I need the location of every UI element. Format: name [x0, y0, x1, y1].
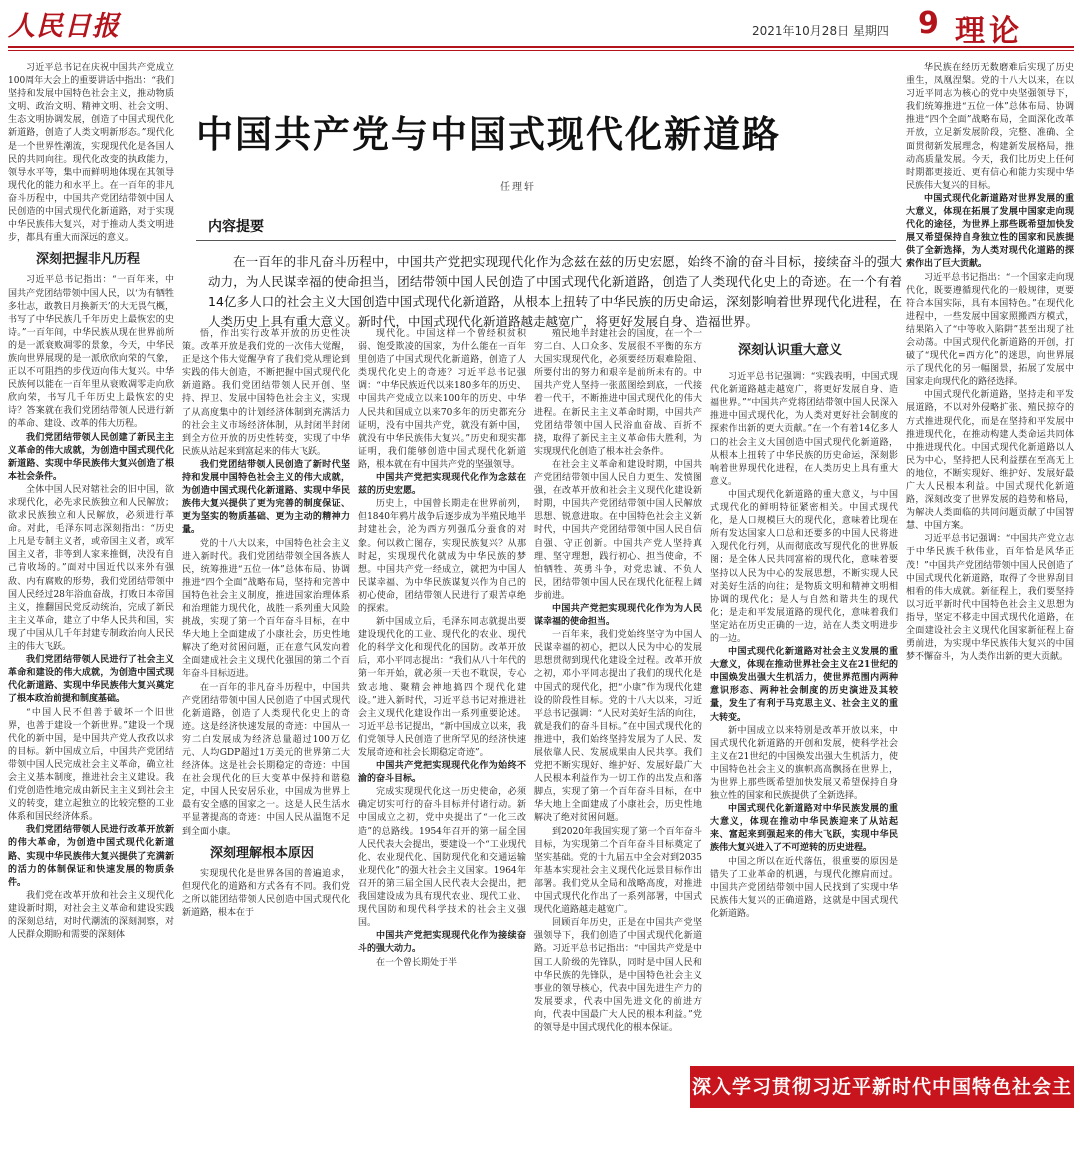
paragraph: 完成实现现代化这一历史使命，必须确定切实可行的奋斗目标并付诸行动。新中国成立之初，党中央提出了“一化三改造”的总路线。1954年召开的第一届全国人民代表大会提出，要建设一个“工业现代化、农业现代化、国防现代化和交通运输业现代化”的强大社会主义国家。1964年召开的第三届全国人民代表大会提出，把我国建设成为具有现代农业、现代工业、现代国防和现代科学技术的社会主义强国。: [358, 787, 526, 929]
masthead-rule: [8, 46, 1074, 48]
paragraph: 中国之所以在近代落伍，很重要的原因是错失了工业革命的机遇，与现代化擦肩而过。中国共产党团结带领中国人民找到了实现中华民族伟大复兴的正确道路，这就是中国式现代化新道路。: [710, 856, 898, 919]
paragraph: 习近平总书记指出：“一个国家走向现代化，既要遵循现代化的一般规律，更要符合本国实际，具有本国特色。”在现代化进程中，一些发展中国家照搬西方模式，结果陷入了“中等收入陷阱”甚至出现了社会动荡。中国式现代化新道路的开创，打破了“现代化=西方化”的迷思，向世界展示了现代化的另一幅图景，拓展了发展中国家走向现代化的路径选择。: [906, 272, 1074, 388]
paragraph: 实现现代化是世界各国的普遍追求，但现代化的道路和方式各有不同。我们党之所以能团结带领人民创造中国式现代化新道路，根本在于: [182, 868, 350, 919]
article-column-1: [8, 62, 174, 1122]
section-heading: 深刻把握非凡历程: [36, 252, 141, 268]
paragraph: 在一百年的非凡奋斗历程中，中国共产党团结带领中国人民创造了中国式现代化新道路，创造了人类现代化史上的奇迹。这是经济快速发展的奇迹：中国从一穷二白发展成为经济总量超过100万亿元、人均GDP超过1万美元的世界第二大经济体。这是社会长期稳定的奇迹：中国在社会现代化的巨大变革中保持和谐稳定，中国人民安居乐业，中国成为世界上最有安全感的国家之一。这是人民生活水平显著提高的奇迹：中国人民从温饱不足到全面小康。: [182, 682, 350, 837]
paragraph: 习近平总书记强调：“中国共产党立志于中华民族千秋伟业，百年恰是风华正茂！”中国共产党团结带领中国人民创造了中国式现代化新道路，取得了令世界刮目相看的伟大成就。新征程上，我们要坚持以习近平新时代中国特色社会主义思想为指导，坚定不移走中国式现代化道路，在全面建设社会主义现代化国家新征程上奋勇前进，为实现中华民族伟大复兴的中国梦不懈奋斗，为人类作出新的更大贡献。: [906, 534, 1074, 663]
paragraph-bold: 中国式现代化新道路对中华民族发展的重大意义，体现在推动中华民族迎来了从站起来、富起来到强起来的伟大飞跃，实现中华民族伟大复兴进入了不可逆转的历史进程。: [710, 804, 898, 854]
article-column-6: [906, 62, 1074, 1058]
paragraph: 习近平总书记强调：“实践表明，中国式现代化新道路越走越宽广，将更好发展自身、造福世界。”“中国共产党将团结带领中国人民深入推进中国式现代化，为人类对更好社会制度的探索作出新的更大贡献。”在一个有着14亿多人口的社会主义大国创造中国式现代化新道路，从根本上扭转了中华民族的历史命运，深刻影响着世界现代化进程，在人类历史上具有重大意义。: [710, 372, 898, 487]
article-title: 中国共产党与中国式现代化新道路: [196, 113, 781, 156]
paragraph: 习近平总书记指出：“一百年来，中国共产党团结带领中国人民，以‘为有牺牲多壮志，敢教日月换新天’的大无畏气概，书写了中华民族几千年历史上最恢宏的史诗。”一百年间，中华民族从现在世界前所的是一派衰败凋零的景象，今天，中华民族向世界展现的是一派欣欣向荣的气象，正以不可阻挡的步伐迈向伟大复兴。中华民族何以能在一百年里从衰败凋零走向欣欣向荣，书写几千年历史上最恢宏的史诗？答案就在我们党团结带领人民进行新的革命、建设、改革的伟大历程。: [8, 275, 174, 430]
page-number: 9: [918, 6, 939, 41]
paragraph: 悟，作出实行改革开放的历史性决策。改革开放是我们党的一次伟大觉醒，正是这个伟大觉醒孕育了我们党从理论到实践的伟大创造，不断把握中国式现代化新道路。我们党团结带领人民开创、坚持、捍卫、发展中国特色社会主义，实现了从高度集中的计划经济体制到充满活力的社会主义市场经济体制，从封闭半封闭到全方位开放的历史性转变，实现了中华民族从站起来到富起来的伟大飞跃。: [182, 329, 350, 457]
paragraph-bold: 中国共产党把实现现代化作为始终不渝的奋斗目标。: [358, 761, 526, 785]
paragraph: 党的十八大以来，中国特色社会主义进入新时代。我们党团结带领全国各族人民，统筹推进“五位一体”总体布局、协调推进“四个全面”战略布局，坚持和完善中国特色社会主义制度，推进国家治理体系和治理能力现代化，战胜一系列重大风险挑战，实现了第一个百年奋斗目标，在中华大地上全面建成了小康社会，历史性地解决了绝对贫困问题，正在意气风发向着全面建成社会主义现代化强国的第二个百年奋斗目标迈进。: [182, 538, 350, 680]
abstract-rule: [196, 240, 896, 241]
paragraph-bold: 中国共产党把实现现代化作为念兹在兹的历史宏愿。: [358, 473, 526, 497]
column-banner: 深入学习贯彻习近平新时代中国特色社会主义思想: [690, 1066, 1074, 1108]
section-name: 理论: [955, 14, 1023, 49]
paragraph: 华民族在经历无数磨难后实现了历史重生，凤凰涅槃。党的十八大以来，在以习近平同志为核心的党中央坚强领导下，我们统筹推进“五位一体”总体布局、协调推进“四个全面”战略布局，全面深化改革开放，立足新发展阶段，完整、准确、全面贯彻新发展理念，构建新发展格局，推动高质量发展。今天，我们比历史上任何时期都更接近、更有信心和能力实现中华民族伟大复兴的目标。: [906, 63, 1074, 191]
paragraph: 我们党在改革开放和社会主义现代化建设新时期，对社会主义革命和建设实践的深刻总结，对时代潮流的深刻洞察，对人民群众期盼和需要的深刻体: [8, 890, 174, 941]
article-column-2: [182, 328, 350, 1122]
paragraph: 现代化。中国这样一个曾经积贫积弱、饱受欺凌的国家，为什么能在一百年里创造了中国式现代化新道路，创造了人类现代化史上的奇迹？习近平总书记强调：“中华民族近代以来180多年的历史、中国共产党成立以来100年的历史、中华人民共和国成立以来70多年的历史都充分证明，没有中国共产党，就没有新中国，就没有中华民族伟大复兴。”历史和现实都证明，我们能够创造中国式现代化新道路，根本就在有中国共产党的坚强领导。: [358, 329, 526, 470]
paragraph: 一百年来，我们党始终坚守为中国人民谋幸福的初心，把以人民为中心的发展思想贯彻到现代化建设全过程。改革开放之初，邓小平同志提出了我们的现代化是中国式的现代化，把“小康”作为现代化建设的阶段性目标。党的十八大以来，习近平总书记强调：“人民对美好生活的向往，就是我们的奋斗目标。”在中国式现代化的推进中，我们始终坚持发展为了人民、发展依靠人民、发展成果由人民共享。我们党把不断实现好、维护好、发展好最广大人民根本利益作为一切工作的出发点和落脚点，实现了第一个百年奋斗目标，在中华大地上全面建成了小康社会，历史性地解决了绝对贫困问题。: [534, 630, 702, 824]
article-column-3: [358, 328, 526, 1122]
paragraph: 在一个曾长期处于半: [376, 957, 458, 968]
paragraph: 全体中国人民对辖社会的旧中国，欲求现代化，必先求民族独立和人民解放；欲求民族独立和人民解放，必须进行革命。对此，毛泽东同志深刻指出：“历史上凡是专制主义者，或帝国主义者，或军国主义者，非等到人家来推倒，决没有自己肯收场的。”面对中国近代以来外有强敌、内有腐败的形势，我们党团结带领中国人民经过28年浴血奋战，打败日本帝国主义，推翻国民党反动统治，完成了新民主主义革命，建立了中华人民共和国，实现了中国从几千年封建专制政治向人民民主的伟大飞跃。: [8, 484, 174, 653]
paragraph: 回顾百年历史，正是在中国共产党坚强领导下，我们创造了中国式现代化新道路。习近平总书记指出：“中国共产党是中国工人阶级的先锋队，同时是中国人民和中华民族的先锋队，是中国特色社会主义事业的领导核心，代表中国先进生产力的发展要求，代表中国先进文化的前进方向，代表中国最广大人民的根本利益。”党的领导是中国式现代化的根本保证。: [534, 918, 702, 1033]
paragraph-bold: 我们党团结带领人民创建了新民主主义革命的伟大成就，为创造中国式现代化新道路、实现中华民族伟大复兴创造了根本社会条件。: [8, 432, 174, 482]
paragraph: 历史上，中国曾长期走在世界前列，但1840年鸦片战争后逐步成为半殖民地半封建社会，沦为西方列强瓜分蚕食的对象。何以救亡图存，实现民族复兴？从那时起，实现现代化就成为中华民族的梦想。中国共产党一经成立，就把为中国人民谋幸福、为中华民族谋复兴作为自己的初心使命，团结带领人民进行了艰苦卓绝的探索。: [358, 499, 526, 614]
paragraph: 到2020年我国实现了第一个百年奋斗目标，为实现第二个百年奋斗目标奠定了坚实基础。党的十九届五中全会对到2035年基本实现社会主义现代化远景目标作出部署。我们党从全局和战略高度，对推进中国式现代化作出了一系列部署，中国式现代化道路越走越宽广。: [534, 826, 702, 916]
paragraph: “中国人民不但善于破坏一个旧世界，也善于建设一个新世界。”建设一个现代化的新中国，是中国共产党人孜孜以求的目标。新中国成立后，中国共产党团结带领中国人民完成社会主义革命，确立社会主义基本制度，推进社会主义建设。我们党创造性地完成由新民主主义到社会主义的转变，建立起独立的比较完整的工业体系和国民经济体系。: [8, 707, 174, 823]
article-column-4: [534, 328, 702, 1122]
paragraph-bold: 中国共产党把实现现代化作为接续奋斗的强大动力。: [358, 931, 526, 955]
paragraph: 新中国成立后，毛泽东同志就提出要建设现代化的工业、现代化的农业、现代化的科学文化和现代化的国防。改革开放后，邓小平同志提出：“我们从八十年代的第一年开始，就必须一天也不耽误，专心致志地、聚精会神地搞四个现代化建设。”进入新时代，习近平总书记对推进社会主义现代化建设作出一系列重要论述。习近平总书记提出，“新中国成立以来，我们党领导人民创造了世所罕见的经济快速发展奇迹和社会长期稳定奇迹”。: [358, 617, 526, 758]
masthead: [0, 0, 1080, 49]
paragraph: 殖民地半封建社会的国度，在一个一穷二白、人口众多、发展很不平衡的东方大国实现现代化，必须要经历艰难险阻、所要付出的努力和艰辛是前所未有的。中国共产党人坚持一张蓝图绘到底，一代接着一代干，不断推进中国式现代化的伟大进程。在新民主主义革命时期，中国共产党团结带领中国人民浴血奋战、百折不挠，取得了新民主主义革命伟大胜利，为实现现代化创造了根本社会条件。: [534, 329, 702, 457]
issue-date: 2021年10月28日 星期四: [752, 24, 889, 38]
paragraph-bold: 我们党团结带领人民创造了新时代坚持和发展中国特色社会主义的伟大成就，为创造中国式现代化新道路、实现中华民族伟大复兴提供了更为完善的制度保证、更为坚实的物质基础、更为主动的精神力量。: [182, 459, 350, 536]
paragraph: 中国式现代化新道路，坚持走和平发展道路，不以对外侵略扩张、殖民掠夺的方式推进现代化，而是在坚持和平发展中推进现代化，在推动构建人类命运共同体中推进现代化。中国式现代化新道路以人民为中心，坚持把人民利益摆在至高无上的地位，不断实现好、维护好、发展好最广大人民根本利益。中国式现代化新道路，深刻改变了世界发展的趋势和格局，为解决人类面临的共同问题贡献了中国智慧、中国方案。: [906, 390, 1074, 532]
article-byline: 任理轩: [500, 182, 536, 193]
paragraph: 在社会主义革命和建设时期，中国共产党团结带领中国人民自力更生、发愤图强，在改革开放和社会主义现代化建设新时期，中国共产党团结带领中国人民解放思想、锐意进取。在中国特色社会主义新时代，中国共产党团结带领中国人民自信自强、守正创新。中国共产党人坚持真理、坚守理想，践行初心、担当使命，不怕牺牲、英勇斗争，对党忠诚、不负人民，团结带领中国人民在现代化征程上阔步前进。: [534, 459, 702, 601]
masthead-rule-thin: [8, 50, 1074, 51]
paragraph-bold: 我们党团结带领人民进行改革开放新的伟大革命，为创造中国式现代化新道路、实现中华民族伟大复兴提供了充满新的活力的体制保证和快速发展的物质条件。: [8, 825, 174, 888]
section-heading: 深刻理解根本原因: [210, 845, 315, 861]
abstract-text: 在一百年的非凡奋斗历程中，中国共产党把实现现代化作为念兹在兹的历史宏愿，始终不渝的奋斗目标，接续奋斗的强大动力，为人民谋幸福的使命担当，团结带领中国人民创造了中国式现代化新道路，创造了人类现代化史上的奇迹。在一个有着14亿多人口的社会主义大国创造中国式现代化新道路，从根本上扭转了中华民族的历史命运，深刻影响着世界现代化进程，在人类历史上具有重大意义。新时代，中国式现代化新道路越走越宽广，将更好发展自身、造福世界。: [208, 254, 902, 329]
abstract-heading: 内容提要: [208, 219, 264, 235]
paragraph-bold: 中国共产党把实现现代化作为为人民谋幸福的使命担当。: [534, 603, 702, 628]
paragraph: 新中国成立以来特别是改革开放以来，中国式现代化新道路的开创和发展，使科学社会主义在21世纪的中国焕发出强大生机活力，使中国特色社会主义的旗帜高高飘扬在世界上，为世界上那些既希望加快发展又希望保持自身独立性的国家和民族提供了全新选择。: [710, 725, 898, 802]
newspaper-logo: 人民日报: [8, 11, 120, 42]
paragraph-bold: 我们党团结带领人民进行了社会主义革命和建设的伟大成就，为创造中国式现代化新道路、实现中华民族伟大复兴奠定了根本政治前提和制度基础。: [8, 655, 174, 705]
paragraph: 习近平总书记在庆祝中国共产党成立100周年大会上的重要讲话中指出：“我们坚持和发展中国特色社会主义，推动物质文明、政治文明、精神文明、社会文明、生态文明协调发展，创造了中国式现代化新道路，创造了人类文明新形态。”现代化是一个世界性潮流，实现现代化是各国人民的共同向往。现代化改变的执政能力，领导水平等，集中而鲜明地体现在其领导现代化的能力和水平上。在一百年的非凡奋斗历程中，中国共产党团结带领中国人民创造的中国式现代化新道路，对于实现中华民族伟大复兴，对于推动人类文明进步，都具有重大而深远的意义。: [8, 63, 174, 244]
paragraph: 中国式现代化新道路的重大意义，与中国式现代化的鲜明特征紧密相关。中国式现代化，是人口规模巨大的现代化，意味着比现在所有发达国家人口总和还要多的中国人民将进入现代化行列，从而彻底改写现代化的世界版图；是全体人民共同富裕的现代化，意味着要坚持以人民为中心的发展思想，不断实现人民对美好生活的向往；是物质文明和精神文明相协调的现代化；是人与自然和谐共生的现代化；是走和平发展道路的现代化，意味着我们坚定站在历史正确的一边，站在人类文明进步的一边。: [710, 489, 898, 644]
paragraph-bold: 中国式现代化新道路对世界发展的重大意义，体现在拓展了发展中国家走向现代化的途径，为世界上那些既希望加快发展又希望保持自身独立性的国家和民族提供了全新选择，为人类对现代化道路的探索作出了巨大贡献。: [906, 193, 1074, 270]
section-heading: 深刻认识重大意义: [738, 343, 843, 358]
paragraph-bold: 中国式现代化新道路对社会主义发展的重大意义，体现在推动世界社会主义在21世纪的中国焕发出强大生机活力，使世界范围内两种意识形态、两种社会制度的历史演进及其较量，发生了有利于马克思主义、社会主义的重大转变。: [710, 647, 898, 723]
article-column-5: [710, 330, 898, 1058]
